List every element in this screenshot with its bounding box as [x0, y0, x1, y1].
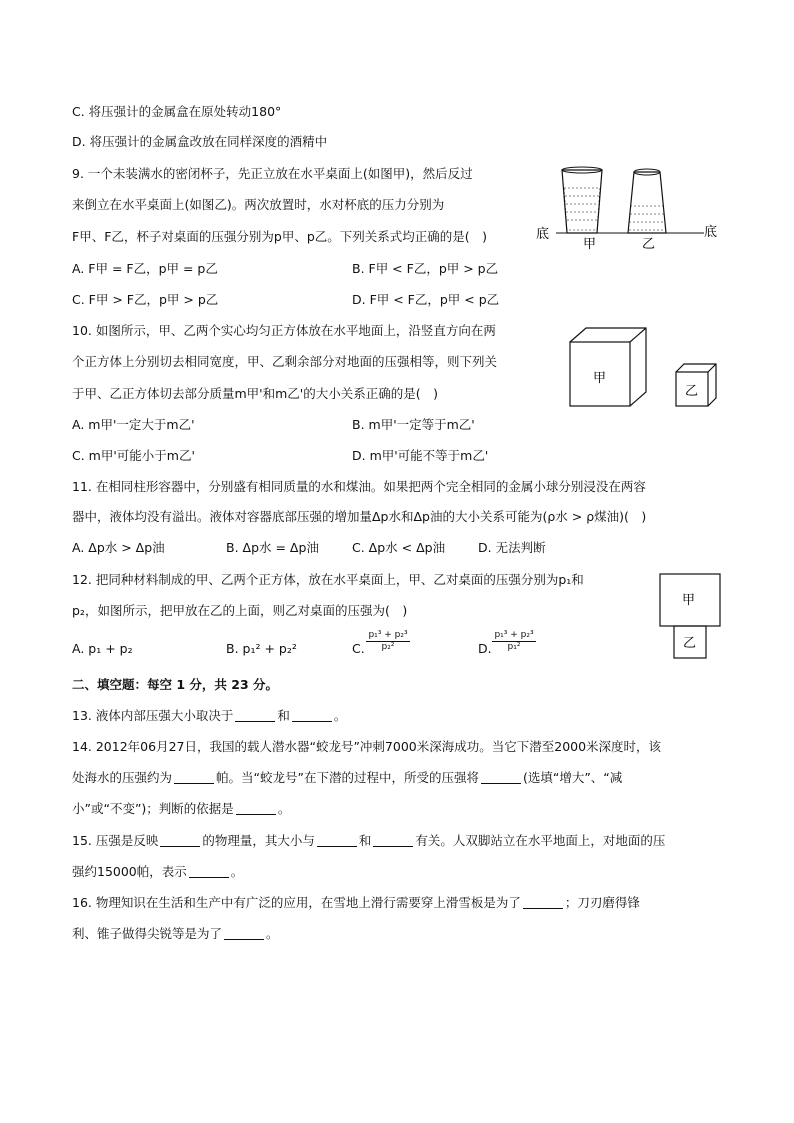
q14-line3 — [72, 801, 290, 817]
q10-stem-line2: 个正方体上分别切去相同宽度，甲、乙剩余部分对地面的压强相等，则下列关 — [72, 354, 498, 369]
q12-stem-line1: 12. 把同种材料制成的甲、乙两个正方体，放在水平桌面上，甲、乙对桌面的压强分别为p₁和 — [72, 572, 584, 587]
q12-stacked-cube-figure — [658, 572, 724, 662]
q12-option-d-prefix: D. — [478, 641, 492, 656]
q14-line1: 14. 2012年06月27日，我国的载人潜水器“蛟龙号”冲刺7000米深海成功。当它下潜至2000米深度时，该 — [72, 739, 662, 754]
q9-stem-line2: 来倒立在水平桌面上(如图乙)。两次放置时，水对杯底的压力分别为 — [72, 197, 445, 212]
q15-line1 — [72, 833, 665, 849]
q15-blank-2[interactable] — [317, 834, 357, 847]
q13-blank-1[interactable] — [235, 709, 275, 722]
q10-stem-line1: 10. 如图所示，甲、乙两个实心均匀正方体放在水平地面上，沿竖直方向在两 — [72, 323, 496, 338]
q12-fig-label-a: 甲 — [682, 593, 696, 608]
q12-option-c-numerator: p₁³ + p₂³ — [366, 630, 410, 642]
q9-option-a: A. F甲 = F乙，p甲 = p乙 — [72, 261, 218, 276]
q14-blank-2[interactable] — [481, 771, 521, 784]
q9-cup-figure — [532, 160, 728, 256]
q11-stem-line2: 器中，液体均没有溢出。液体对容器底部压强的增加量Δp水和Δp油的大小关系可能为(ρ水 > ρ煤油)( ) — [72, 509, 647, 524]
q16-line2 — [72, 926, 279, 942]
q9-fig-label-bottom-right: 底 — [704, 225, 718, 240]
q9-option-c: C. F甲 > F乙，p甲 > p乙 — [72, 292, 219, 307]
q14-text-a: 处海水的压强约为 — [72, 770, 173, 785]
q15-blank-4[interactable] — [189, 865, 229, 878]
q15-blank-3[interactable] — [373, 834, 413, 847]
q13-line — [72, 708, 346, 724]
q12-option-c-prefix: C. — [352, 641, 365, 656]
q14-text-c: (选填“增大”、“减 — [522, 770, 623, 785]
q13-text-post: 。 — [333, 708, 347, 723]
q10-option-b: B. m甲'一定等于m乙' — [352, 417, 475, 432]
q12-stem-line2: p₂，如图所示，把甲放在乙的上面，则乙对桌面的压强为( ) — [72, 603, 408, 618]
q15-text-d: 有关。人双脚站立在水平地面上，对地面的压 — [415, 833, 666, 848]
q15-text-f: 。 — [230, 864, 244, 879]
q16-text-a: 16. 物理知识在生活和生产中有广泛的应用，在雪地上滑行需要穿上滑雪板是为了 — [72, 895, 521, 910]
q10-option-a: A. m甲'一定大于m乙' — [72, 417, 195, 432]
q12-option-d-fraction — [492, 630, 536, 653]
q13-blank-2[interactable] — [292, 709, 332, 722]
q9-option-b: B. F甲 < F乙，p甲 > p乙 — [352, 261, 499, 276]
q12-option-d-numerator: p₁³ + p₂³ — [492, 630, 536, 642]
q10-option-c: C. m甲'可能小于m乙' — [72, 448, 195, 463]
q9-fig-label-a: 甲 — [583, 237, 597, 252]
q15-line2 — [72, 864, 243, 880]
q9-fig-label-b: 乙 — [642, 237, 656, 252]
q10-stem-line3: 于甲、乙正方体切去部分质量m甲'和m乙'的大小关系正确的是( ) — [72, 386, 438, 401]
q11-stem-line1: 11. 在相同柱形容器中，分别盛有相同质量的水和煤油。如果把两个完全相同的金属小球分别浸没在两容 — [72, 479, 646, 494]
q9-stem-line1: 9. 一个未装满水的密闭杯子，先正立放在水平桌面上(如图甲)，然后反过 — [72, 166, 473, 181]
q11-option-a: A. Δp水 > Δp油 — [72, 540, 165, 555]
q15-blank-1[interactable] — [160, 834, 200, 847]
q12-fig-label-b: 乙 — [683, 636, 697, 651]
q13-text-mid: 和 — [277, 708, 290, 723]
q16-line1 — [72, 895, 640, 911]
q12-option-b: B. p₁² + p₂² — [226, 641, 297, 656]
q14-text-e: 。 — [277, 801, 291, 816]
q15-text-c: 和 — [358, 833, 372, 848]
q12-option-a: A. p₁ + p₂ — [72, 641, 133, 656]
q16-text-c: 利、锥子做得尖锐等是为了 — [72, 926, 223, 941]
q11-option-b: B. Δp水 = Δp油 — [226, 540, 319, 555]
q14-text-b: 帕。当“蛟龙号”在下潜的过程中，所受的压强将 — [216, 770, 479, 785]
q16-text-b: ；刀刃磨得锋 — [564, 895, 640, 910]
q11-option-c: C. Δp水 < Δp油 — [352, 540, 446, 555]
q16-text-d: 。 — [266, 926, 279, 941]
q14-line2 — [72, 770, 622, 786]
q10-cube-figure — [566, 322, 726, 414]
q9-fig-label-bottom-left: 底 — [536, 227, 550, 242]
q15-text-a: 15. 压强是反映 — [72, 833, 159, 848]
q14-blank-3[interactable] — [236, 802, 276, 815]
q8-option-c: C. 将压强计的金属盒在原处转动180° — [72, 104, 282, 119]
q10-option-d: D. m甲'可能不等于m乙' — [352, 448, 489, 463]
q14-blank-1[interactable] — [174, 771, 214, 784]
q16-blank-2[interactable] — [224, 927, 264, 940]
q10-fig-label-b: 乙 — [685, 384, 699, 399]
q10-fig-label-a: 甲 — [593, 371, 607, 386]
q12-option-d-denominator: p₁² — [507, 642, 521, 652]
q9-stem-line3: F甲、F乙，杯子对桌面的压强分别为p甲、p乙。下列关系式均正确的是( ) — [72, 229, 488, 244]
q8-option-d: D. 将压强计的金属盒改放在同样深度的酒精中 — [72, 134, 328, 149]
q16-blank-1[interactable] — [523, 896, 563, 909]
q14-text-d: 小”或“不变”)；判断的依据是 — [72, 801, 234, 816]
section-heading-fill-in: 二、填空题：每空 1 分，共 23 分。 — [72, 677, 279, 692]
q11-option-d: D. 无法判断 — [478, 540, 546, 555]
q12-option-c-fraction — [366, 630, 410, 653]
q15-text-e: 强约15000帕，表示 — [72, 864, 187, 879]
q15-text-b: 的物理量，其大小与 — [202, 833, 315, 848]
q13-text-pre: 13. 液体内部压强大小取决于 — [72, 708, 234, 723]
q9-option-d: D. F甲 < F乙，p甲 < p乙 — [352, 292, 500, 307]
q12-option-c-denominator: p₂² — [381, 642, 395, 652]
